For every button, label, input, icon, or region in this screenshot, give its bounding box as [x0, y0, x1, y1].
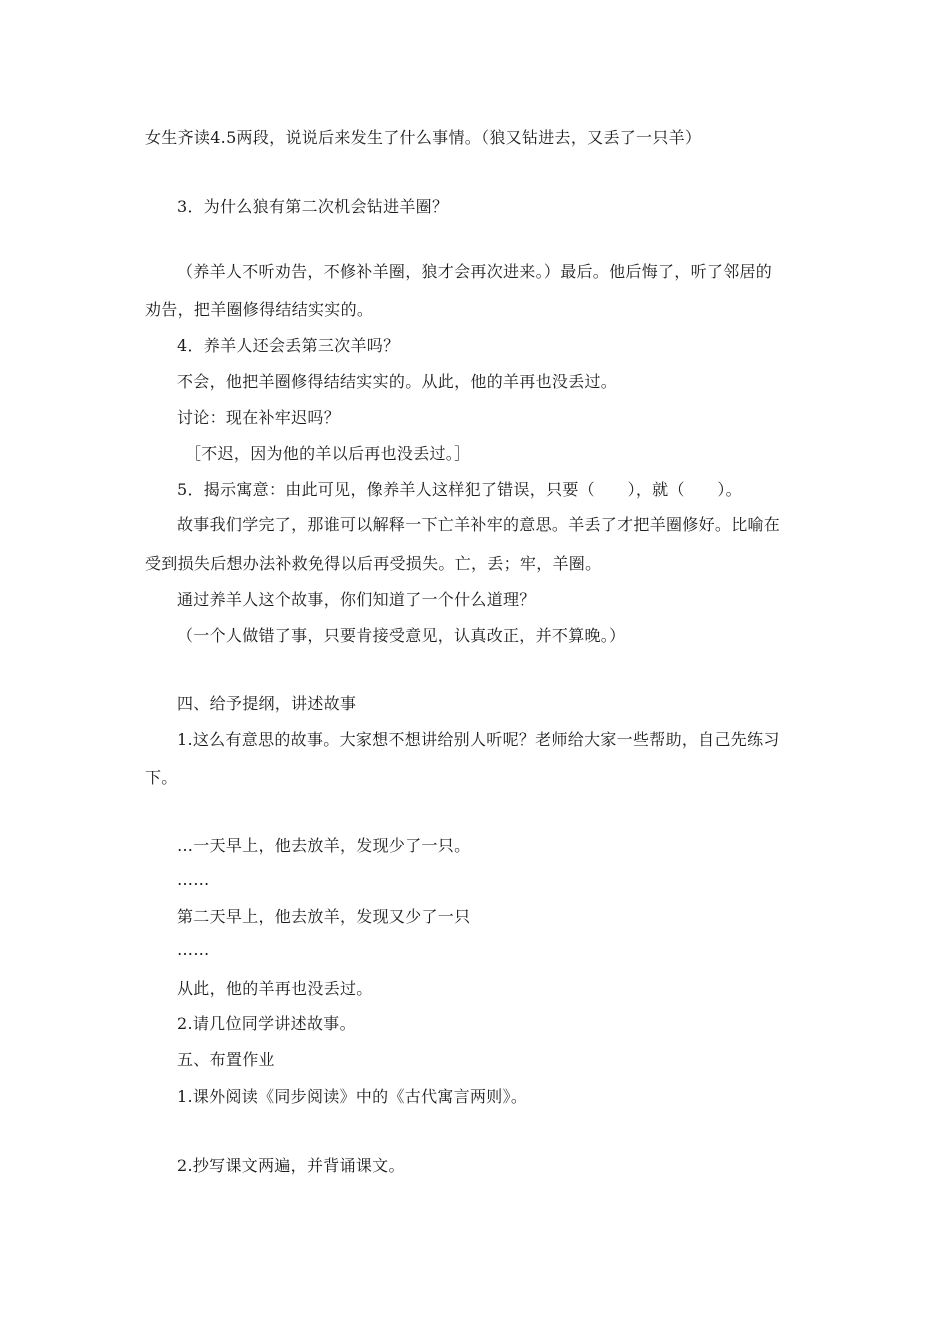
answer-3-line-1: （养羊人不听劝告，不修补羊圈，狼才会再次进来。）最后。他后悔了，听了邻居的 [177, 262, 773, 281]
discussion-question: 讨论：现在补牢迟吗？ [177, 408, 341, 427]
outline-line-2: 第二天早上，他去放羊，发现又少了一只 [177, 907, 471, 926]
homework-item-1: 1.课外阅读《同步阅读》中的《古代寓言两则》。 [177, 1087, 528, 1106]
section-4-item-1-line-2: 下。 [145, 768, 178, 787]
question-4: 4．养羊人还会丢第三次羊吗？ [177, 336, 400, 355]
section-4-item-2: 2.请几位同学讲述故事。 [177, 1014, 356, 1033]
idiom-explanation-line-1: 故事我们学完了，那谁可以解释一下亡羊补牢的意思。羊丢了才把羊圈修好。比喻在 [177, 515, 781, 534]
moral-answer: （一个人做错了事，只要肯接受意见，认真改正，并不算晚。） [177, 626, 626, 645]
outline-line-3: 从此，他的羊再也没丢过。 [177, 979, 373, 998]
outline-line-1: …一天早上，他去放羊，发现少了一只。 [177, 836, 471, 855]
answer-4: 不会，他把羊圈修得结结实实的。从此，他的羊再也没丢过。 [177, 372, 618, 391]
answer-3-line-2: 劝告，把羊圈修得结结实实的。 [145, 300, 374, 319]
section-5-heading: 五、布置作业 [177, 1050, 275, 1069]
discussion-answer: ［不迟，因为他的羊以后再也没丢过。］ [185, 444, 471, 463]
homework-item-2: 2.抄写课文两遍，并背诵课文。 [177, 1156, 405, 1175]
question-3: 3．为什么狼有第二次机会钻进羊圈？ [177, 197, 449, 216]
moral-question: 通过养羊人这个故事，你们知道了一个什么道理？ [177, 590, 536, 609]
idiom-explanation-line-2: 受到损失后想办法补救免得以后再受损失。亡，丢；牢，羊圈。 [145, 554, 602, 573]
section-4-heading: 四、给予提纲，讲述故事 [177, 694, 357, 713]
outline-ellipsis-2: …… [177, 940, 210, 959]
section-4-item-1-line-1: 1.这么有意思的故事。大家想不想讲给别人听呢？老师给大家一些帮助，自己先练习 [177, 730, 780, 749]
outline-ellipsis-1: …… [177, 870, 210, 889]
text-line-girls-read: 女生齐读4.5两段，说说后来发生了什么事情。（狼又钻进去，又丢了一只羊） [145, 128, 702, 147]
question-5: 5．揭示寓意：由此可见，像养羊人这样犯了错误，只要（ ），就（ ）。 [177, 480, 742, 499]
